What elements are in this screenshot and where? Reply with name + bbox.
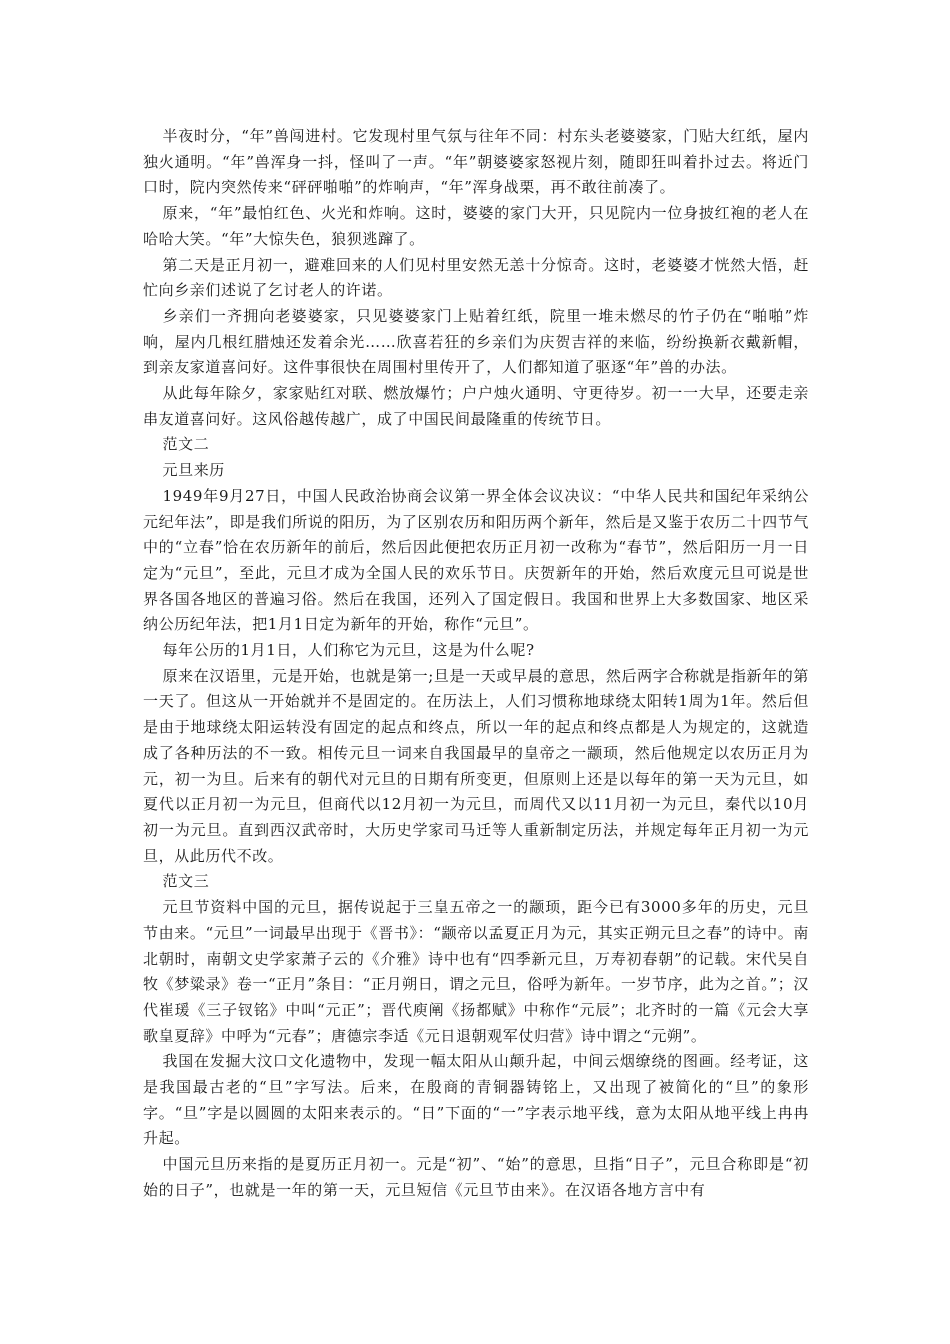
paragraph: 原来，“年”最怕红色、火光和炸响。这时，婆婆的家门大开，只见院内一位身披红袍的老人在哈哈大笑。“年”大惊失色，狼狈逃蹿了。: [143, 204, 809, 248]
paragraph: 元旦节资料中国的元旦，据传说起于三皇五帝之一的颛顼，距今已有3000多年的历史，元旦节由来。“元旦”一词最早出现于《晋书》：“颛帝以孟夏正月为元，其实正朔元旦之春”的诗中。南北朝时，南朝文史学家萧子云的《介雅》诗中也有“四季新元旦，万寿初春朝”的记载。宋代吴自牧《梦粱录》卷一“正月”条目：“正月朔日，谓之元旦，俗呼为新年。一岁节序，此为之首。”；汉代崔瑗《三子钗铭》中叫“元正”；晋代庾阐《扬都赋》中称作“元辰”；北齐时的一篇《元会大享歌皇夏辞》中呼为“元春”；唐德宗李适《元日退朝观军仗归营》诗中谓之“元朔”。: [143, 898, 809, 1045]
paragraph: 乡亲们一齐拥向老婆婆家，只见婆婆家门上贴着红纸，院里一堆未燃尽的竹子仍在“啪啪”炸响，屋内几根红腊烛还发着余光……欣喜若狂的乡亲们为庆贺吉祥的来临，纷纷换新衣戴新帽，到亲友家道喜问好。这件事很快在周围村里传开了，人们都知道了驱逐“年”兽的办法。: [143, 306, 809, 377]
section-heading: 范文三: [162, 872, 210, 891]
document-page: [143, 124, 809, 1204]
paragraph: 半夜时分，“年”兽闯进村。它发现村里气氛与往年不同：村东头老婆婆家，门贴大红纸，屋内独火通明。“年”兽浑身一抖，怪叫了一声。“年”朝婆婆家怒视片刻，随即狂叫着扑过去。将近门口时，院内突然传来“砰砰啪啪”的炸响声，“年”浑身战栗，再不敢往前凑了。: [143, 127, 809, 197]
section-heading: 范文二: [162, 435, 210, 454]
paragraph: 我国在发掘大汶口文化遗物中，发现一幅太阳从山颠升起，中间云烟缭绕的图画。经考证，这是我国最古老的“旦”字写法。后来，在殷商的青铜器铸铭上，又出现了被简化的“旦”的象形字。“旦”字是以圆圆的太阳来表示的。“日”下面的“一”字表示地平线，意为太阳从地平线上冉冉升起。: [143, 1052, 809, 1148]
paragraph: 第二天是正月初一，避难回来的人们见村里安然无恙十分惊奇。这时，老婆婆才恍然大悟，赶忙向乡亲们述说了乞讨老人的许诺。: [143, 255, 809, 300]
paragraph: 1949年9月27日，中国人民政治协商会议第一界全体会议决议：“中华人民共和国纪年采纳公元纪年法”，即是我们所说的阳历，为了区别农历和阳历两个新年，然后是又鉴于农历二十四节气中的“立春”恰在农历新年的前后，然后因此便把农历正月初一改称为“春节”，然后阳历一月一日定为“元旦”，至此，元旦才成为全国人民的欢乐节日。庆贺新年的开始，然后欢度元旦可说是世界各国各地区的普遍习俗。然后在我国，还列入了国定假日。我国和世界上大多数国家、地区采纳公历纪年法，把1月1日定为新年的开始，称作“元旦”。: [143, 486, 809, 634]
paragraph: 中国元旦历来指的是夏历正月初一。元是“初”、“始”的意思，旦指“日子”，元旦合称即是“初始的日子”，也就是一年的第一天，元旦短信《元旦节由来》。在汉语各地方言中有: [143, 1155, 809, 1199]
section-title: 元旦来历: [162, 461, 225, 480]
paragraph: 原来在汉语里，元是开始，也就是第一;旦是一天或早晨的意思，然后两字合称就是指新年的第一天了。但这从一开始就并不是固定的。在历法上，人们习惯称地球绕太阳转1周为1年。然后但是由于地球绕太阳运转没有固定的起点和终点，所以一年的起点和终点都是人为规定的，这就造成了各种历法的不一致。相传元旦一词来自我国最早的皇帝之一颛顼，然后他规定以农历正月为元，初一为旦。后来有的朝代对元旦的日期有所变更，但原则上还是以每年的第一天为元旦，如夏代以正月初一为元旦，但商代以12月初一为元旦，而周代又以11月初一为元旦，秦代以10月初一为元旦。直到西汉武帝时，大历史学家司马迁等人重新制定历法，并规定每年正月初一为元旦，从此历代不改。: [143, 666, 809, 865]
paragraph: 每年公历的1月1日，人们称它为元旦，这是为什么呢?: [162, 641, 535, 660]
paragraph: 从此每年除夕，家家贴红对联、燃放爆竹；户户烛火通明、守更待岁。初一一大早，还要走亲串友道喜问好。这风俗越传越广，成了中国民间最隆重的传统节日。: [143, 384, 809, 428]
